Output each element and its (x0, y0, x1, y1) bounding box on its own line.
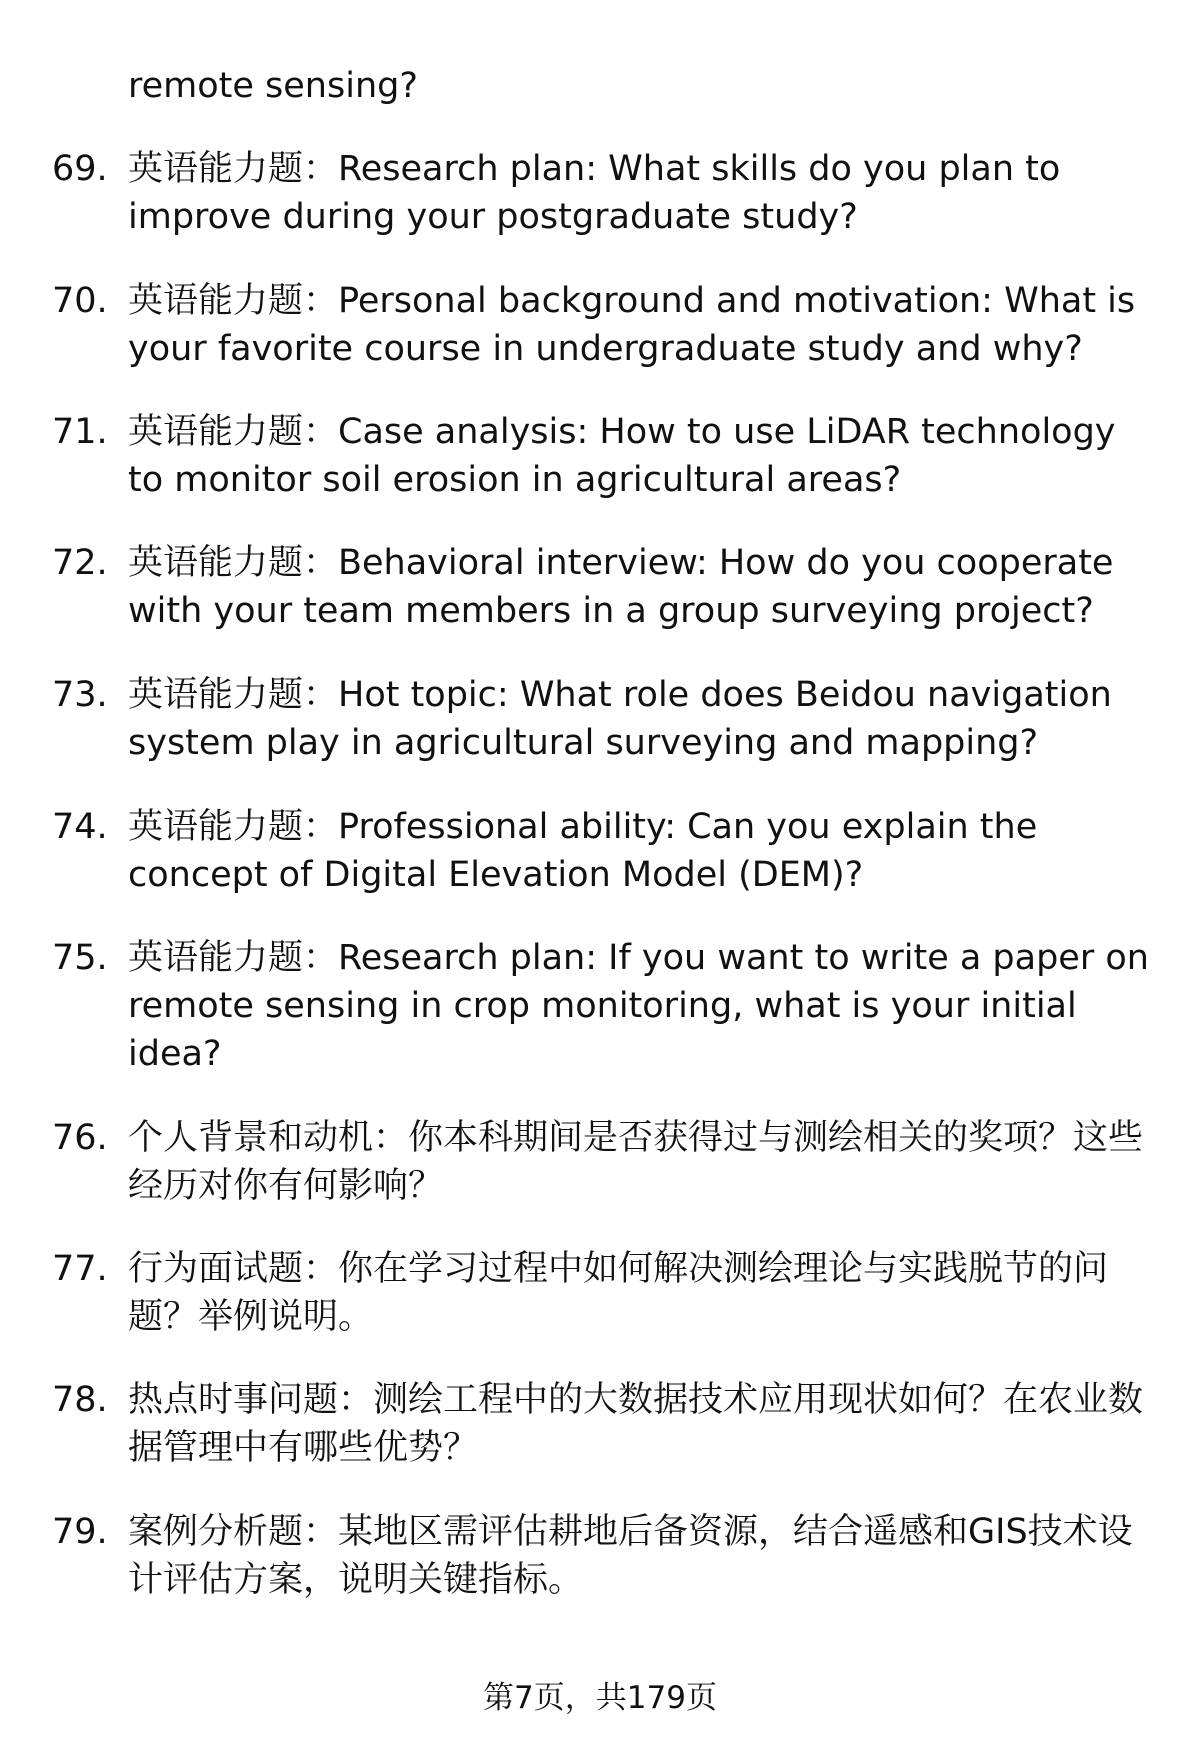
question-number: 76. (52, 1118, 108, 1158)
question-text: 案例分析题：某地区需评估耕地后备资源，结合遥感和GIS技术设计评估方案，说明关键指标。 (128, 1512, 1133, 1600)
question-number: 70. (52, 281, 108, 321)
question-text: 个人背景和动机：你本科期间是否获得过与测绘相关的奖项？这些经历对你有何影响？ (128, 1118, 1144, 1206)
question-text: 英语能力题：Hot topic: What role does Beidou navigation system play in agricultural surveying and mapping? (128, 675, 1112, 763)
question-number: 72. (52, 543, 108, 583)
continued-question-text: remote sensing? (128, 66, 418, 106)
question-text: 热点时事问题：测绘工程中的大数据技术应用现状如何？在农业数据管理中有哪些优势？ (128, 1380, 1144, 1468)
question-number: 75. (52, 938, 108, 978)
question-number: 73. (52, 675, 108, 715)
question-text: 行为面试题：你在学习过程中如何解决测绘理论与实践脱节的问题？举例说明。 (128, 1249, 1109, 1337)
question-text: 英语能力题：Case analysis: How to use LiDAR technology to monitor soil erosion in agricultural areas? (128, 412, 1116, 500)
question-text: 英语能力题：Personal background and motivation: What is your favorite course in undergraduate study and why? (128, 281, 1136, 369)
question-number: 69. (52, 149, 108, 189)
question-text: 英语能力题：Research plan: What skills do you plan to improve during your postgraduate study? (128, 149, 1061, 237)
question-text: 英语能力题：Behavioral interview: How do you cooperate with your team members in a group surveying project? (128, 543, 1114, 631)
page-footer: 第7页，共179页 (483, 1680, 717, 1716)
question-number: 79. (52, 1512, 108, 1552)
question-text: 英语能力题：Research plan: If you want to write a paper on remote sensing in crop monitoring, what is your initial idea? (128, 938, 1149, 1074)
question-number: 71. (52, 412, 108, 452)
question-number: 78. (52, 1380, 108, 1420)
question-number: 74. (52, 807, 108, 847)
question-number: 77. (52, 1249, 108, 1289)
question-text: 英语能力题：Professional ability: Can you explain the concept of Digital Elevation Model (DEM)? (128, 807, 1038, 895)
